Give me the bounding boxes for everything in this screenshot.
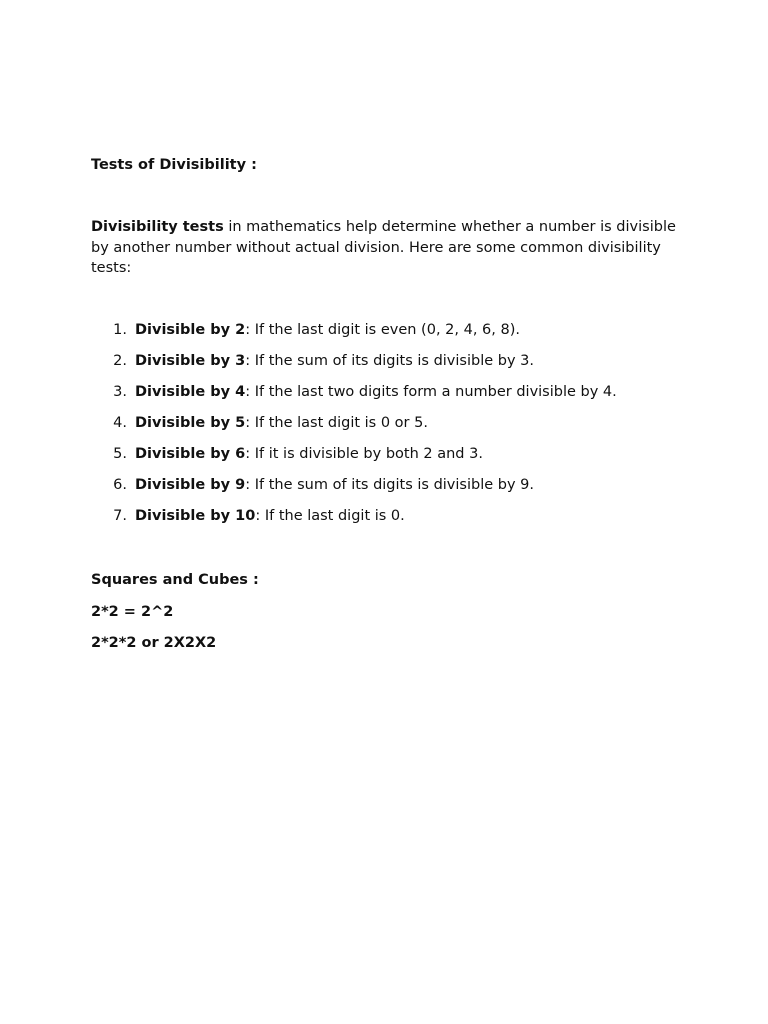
- squares-cubes-heading: Squares and Cubes :: [91, 572, 259, 588]
- intro-lead: Divisibility tests: [91, 219, 224, 235]
- list-item: [91, 444, 617, 475]
- list-item: [91, 413, 617, 444]
- list-item-number: 4.: [113, 415, 127, 431]
- list-item-text: : If the sum of its digits is divisible by 3.: [245, 353, 534, 369]
- list-item-number: 1.: [113, 322, 127, 338]
- divisibility-rules-list: [91, 320, 617, 537]
- list-item-label: Divisible by 4: [135, 384, 246, 400]
- list-item-number: 3.: [113, 384, 127, 400]
- list-item-label: Divisible by 5: [135, 415, 246, 431]
- cube-example: 2*2*2 or 2X2X2: [91, 635, 217, 651]
- list-item-label: Divisible by 3: [135, 353, 246, 369]
- list-item-number: 5.: [113, 446, 127, 462]
- intro-rest: in mathematics help determine whether a number is divisible by another number without actual division. Here are some common divisibility tests:: [91, 219, 676, 276]
- divisibility-heading: Tests of Divisibility :: [91, 157, 257, 173]
- list-item-number: 6.: [113, 477, 127, 493]
- list-item-number: 2.: [113, 353, 127, 369]
- list-item-text: : If the last digit is 0 or 5.: [245, 415, 428, 431]
- list-item-label: Divisible by 6: [135, 446, 246, 462]
- list-item: [91, 351, 617, 382]
- list-item-text: : If it is divisible by both 2 and 3.: [245, 446, 483, 462]
- list-item-text: : If the last digit is even (0, 2, 4, 6, 8).: [245, 322, 520, 338]
- list-item: [91, 382, 617, 413]
- intro-paragraph: [91, 217, 691, 279]
- list-item-text: : If the last digit is 0.: [255, 508, 405, 524]
- list-item-label: Divisible by 9: [135, 477, 246, 493]
- list-item-label: Divisible by 2: [135, 322, 246, 338]
- square-example: 2*2 = 2^2: [91, 604, 174, 620]
- list-item-label: Divisible by 10: [135, 508, 256, 524]
- list-item: [91, 506, 617, 537]
- list-item: [91, 475, 617, 506]
- list-item-text: : If the last two digits form a number divisible by 4.: [245, 384, 617, 400]
- list-item: [91, 320, 617, 351]
- list-item-text: : If the sum of its digits is divisible by 9.: [245, 477, 534, 493]
- list-item-number: 7.: [113, 508, 127, 524]
